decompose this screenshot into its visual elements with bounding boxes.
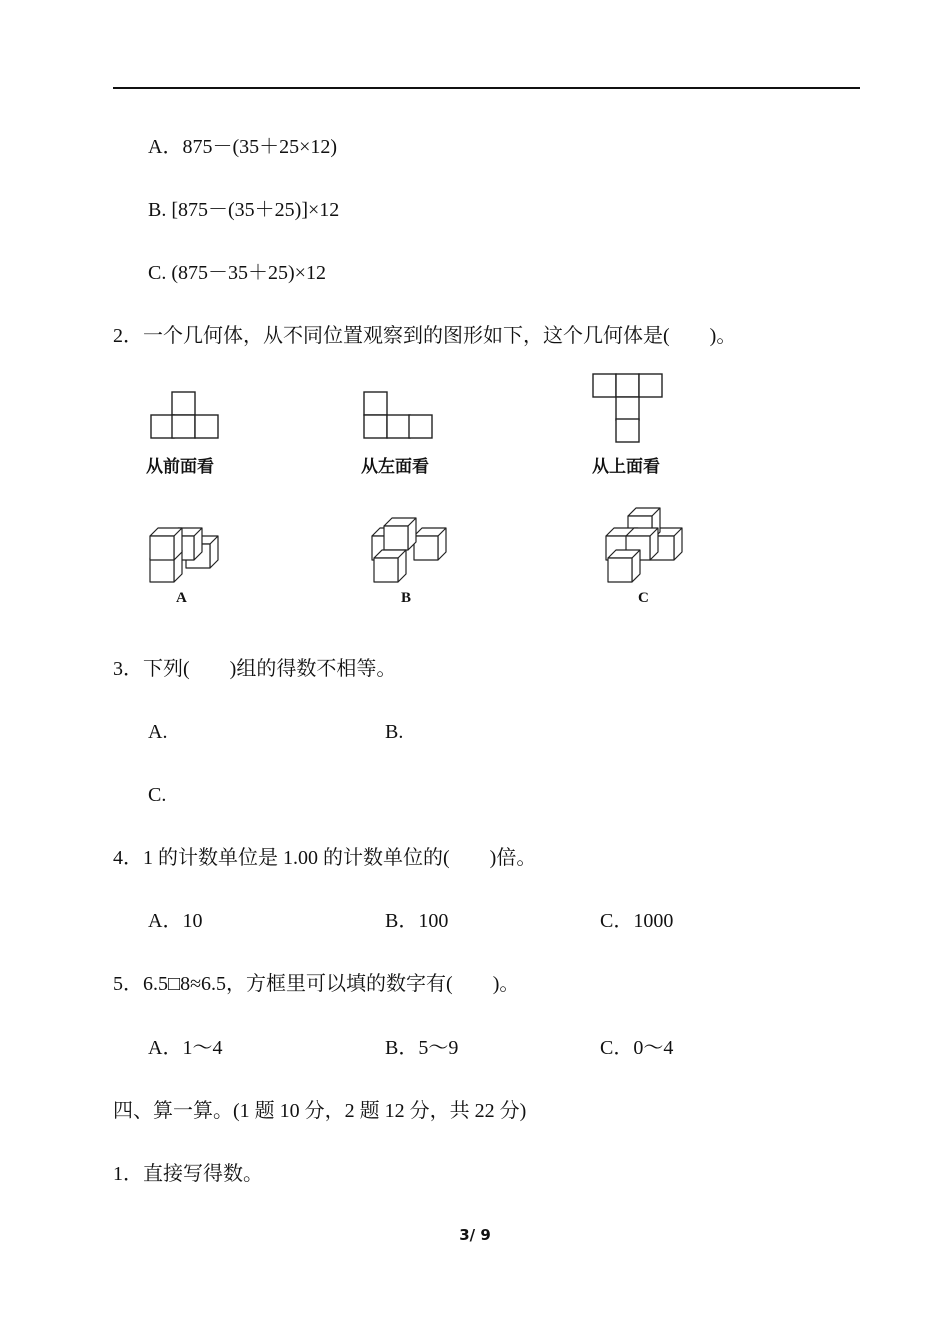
cube — [374, 550, 406, 582]
q4-stem: 4．1 的计数单位是 1.00 的计数单位的( )倍。 — [113, 847, 537, 869]
solid-option-b-label: B — [401, 590, 412, 606]
front-view-caption: 从前面看 — [146, 457, 214, 477]
top-view-square — [616, 397, 639, 420]
top-view-square — [616, 374, 639, 397]
q5-stem: 5．6.5□8≈6.5，方框里可以填的数字有( )。 — [113, 973, 520, 995]
left-view-figure — [361, 388, 435, 440]
solid-option-c-figure[interactable] — [602, 506, 688, 586]
top-view-caption: 从上面看 — [592, 457, 660, 477]
left-view-square — [364, 392, 387, 415]
front-view-square — [172, 415, 195, 438]
top-view-square — [593, 374, 616, 397]
q4-option-c[interactable]: C．1000 — [600, 910, 674, 932]
left-view-square — [364, 415, 387, 438]
cube — [414, 528, 446, 560]
header-rule — [113, 87, 860, 89]
front-view-square — [172, 392, 195, 415]
front-view-figure — [148, 388, 222, 440]
left-view-caption: 从左面看 — [361, 457, 429, 477]
front-view-square — [151, 415, 174, 438]
q4-option-b[interactable]: B．100 — [385, 910, 449, 932]
section-four-heading: 四、算一算。(1 题 10 分，2 题 12 分，共 22 分) — [113, 1100, 527, 1122]
q3-stem: 3．下列( )组的得数不相等。 — [113, 658, 397, 680]
left-view-square — [409, 415, 432, 438]
solid-option-b-figure[interactable] — [368, 514, 454, 584]
page-number: 3/ 9 — [459, 1226, 491, 1244]
q3-option-b[interactable]: B. — [385, 721, 404, 743]
top-view-figure — [590, 372, 666, 444]
q5-option-b[interactable]: B．5～9 — [385, 1037, 459, 1059]
q2-stem: 2．一个几何体，从不同位置观察到的图形如下，这个几何体是( )。 — [113, 325, 737, 347]
front-view-square — [195, 415, 218, 438]
q3-option-a[interactable]: A. — [148, 721, 168, 743]
solid-option-a-label: A — [176, 590, 187, 606]
q4-option-a[interactable]: A．10 — [148, 910, 203, 932]
q5-option-c[interactable]: C．0～4 — [600, 1037, 674, 1059]
q1-option-a[interactable]: A．875－(35＋25×12) — [148, 136, 338, 158]
left-view-square — [387, 415, 410, 438]
q5-option-a[interactable]: A．1～4 — [148, 1037, 223, 1059]
top-view-square — [639, 374, 662, 397]
q3-option-c[interactable]: C. — [148, 784, 167, 806]
cube — [608, 550, 640, 582]
cube — [150, 528, 182, 560]
top-view-square — [616, 419, 639, 442]
q1-option-b[interactable]: B. [875－(35＋25)]×12 — [148, 199, 340, 221]
solid-option-c-label: C — [638, 590, 649, 606]
q1-option-c[interactable]: C. (875－35＋25)×12 — [148, 262, 326, 284]
solid-option-a-figure[interactable] — [142, 522, 228, 584]
cube — [384, 518, 416, 550]
section-four-q1: 1．直接写得数。 — [113, 1163, 263, 1185]
